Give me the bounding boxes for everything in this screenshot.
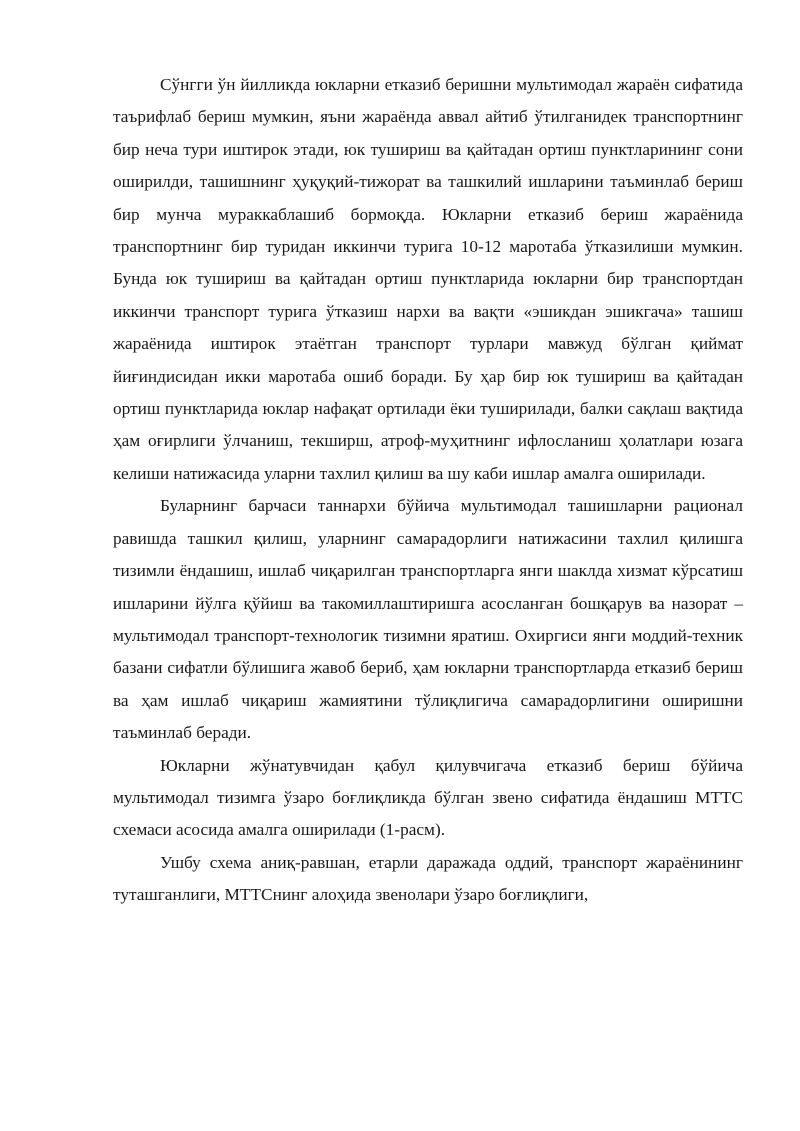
paragraph-1: Сўнгги ўн йилликда юкларни етказиб беришни мультимодал жараён сифатида таърифлаб бериш мумкин, яъни жараёнда аввал айтиб ўтилганидек транспортнинг бир неча тури иштирок этади, юк тушириш ва қайтадан ортиш пунктларининг сони оширилди, ташишнинг ҳуқуқий-тижорат ва ташкилий ишларини таъминлаб бериш бир мунча мураккаблашиб бормоқда. Юкларни етказиб бериш жараёнида транспортнинг бир туридан иккинчи турига 10-12 маротаба ўтказилиши мумкин. Бунда юк тушириш ва қайтадан ортиш пунктларида юкларни бир транспортдан иккинчи транспорт турига ўтказиш нархи ва вақти «эшикдан эшикгача» ташиш жараёнида иштирок этаётган транспорт турлари мавжуд бўлган қиймат йиғиндисидан икки маротаба ошиб боради. Бу ҳар бир юк тушириш ва қайтадан ортиш пунктларида юклар нафақат ортилади ёки туширилади, балки сақлаш вақтида ҳам оғирлиги ўлчаниш, текширш, атроф-муҳитнинг ифлосланиш ҳолатлари юзага келиши натижасида уларни тахлил қилиш ва шу каби ишлар амалга оширилади. — [113, 75, 743, 483]
document-page — [113, 69, 743, 912]
paragraph-4: Ушбу схема аниқ-равшан, етарли даражада оддий, транспорт жараёнининг туташганлиги, МТТСнинг алоҳида звенолари ўзаро боғлиқлиги, — [113, 852, 743, 905]
paragraph-2: Буларнинг барчаси таннархи бўйича мультимодал ташишларни рационал равишда ташкил қилиш, уларнинг самарадорлиги натижасини тахлил қилишга тизимли ёндашиш, ишлаб чиқарилган транспортларга янги шаклда хизмат кўрсатиш ишларини йўлга қўйиш ва такомиллаштиришга асосланган бошқарув ва назорат – мультимодал транспорт-технологик тизимни яратиш. Охиргиси янги моддий-техник базани сифатли бўлишига жавоб бериб, ҳам юкларни транспортларда етказиб бериш ва ҳам ишлаб чиқариш жамиятини тўлиқлигича самарадорлигини оширишни таъминлаб беради. — [113, 496, 743, 743]
paragraph-3: Юкларни жўнатувчидан қабул қилувчигача етказиб бериш бўйича мультимодал тизимга ўзаро боғлиқликда бўлган звено сифатида ёндашиш МТТС схемаси асосида амалга оширилади (1-расм). — [113, 755, 743, 840]
